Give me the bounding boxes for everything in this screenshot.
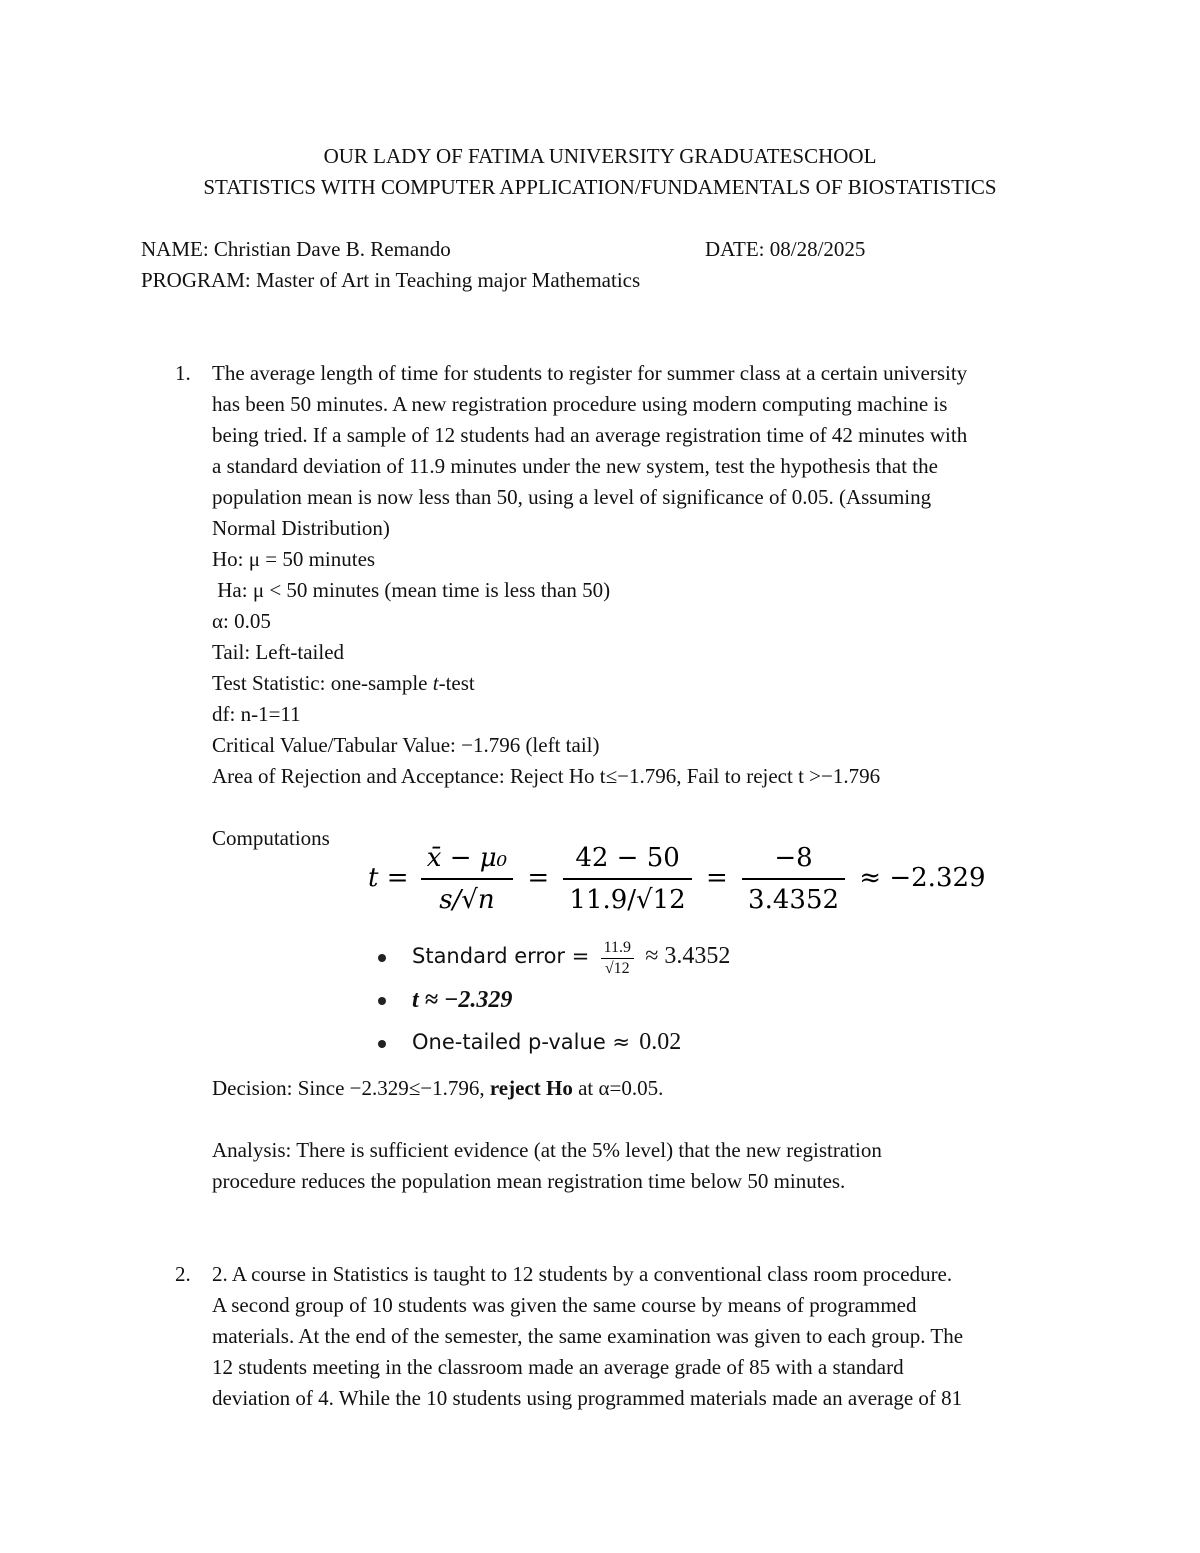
formula-eq2: = <box>705 863 728 893</box>
student-name: NAME: Christian Dave B. Remando <box>141 237 451 261</box>
q1-number: 1. <box>175 361 191 385</box>
formula-t: t = <box>368 863 409 893</box>
university-title: OUR LADY OF FATIMA UNIVERSITY GRADUATESCHOOL <box>323 144 877 168</box>
submission-date: DATE: 08/28/2025 <box>705 237 866 261</box>
decision-suffix: at α=0.05. <box>572 1076 664 1100</box>
bullet-t-value <box>378 983 512 1017</box>
q1-line: The average length of time for students to register for summer class at a certain university <box>212 361 968 385</box>
bullet-dot <box>378 997 386 1005</box>
critical-value: Critical Value/Tabular Value: −1.796 (left tail) <box>212 733 600 757</box>
formula-den2: 11.9/√12 <box>569 885 686 915</box>
se-value: ≈ 3.4352 <box>645 943 731 969</box>
rejection-area: Area of Rejection and Acceptance: Reject Ho t≤−1.796, Fail to reject t >−1.796 <box>212 764 881 788</box>
fraction-simplified <box>742 838 845 920</box>
q2-line: 2. A course in Statistics is taught to 12 students by a conventional class room procedure. <box>212 1262 953 1286</box>
p-value: 0.02 <box>639 1029 682 1055</box>
bullet-p-value <box>378 1025 681 1059</box>
q2-number: 2. <box>175 1262 191 1286</box>
test-statistic <box>212 668 475 699</box>
formula-num1: x̄ − μ₀ <box>421 838 513 880</box>
analysis-line: Analysis: There is sufficient evidence (at the 5% level) that the new registration <box>212 1138 882 1162</box>
q1-line: has been 50 minutes. A new registration procedure using modern computing machine is <box>212 392 948 416</box>
q1-line: Normal Distribution) <box>212 516 390 540</box>
q2-line: deviation of 4. While the 10 students using programmed materials made an average of 81 <box>212 1386 963 1410</box>
fraction-general <box>421 838 513 920</box>
fraction-substituted <box>563 838 691 920</box>
tail-type: Tail: Left-tailed <box>212 640 345 664</box>
q1-line: population mean is now less than 50, using a level of significance of 0.05. (Assuming <box>212 485 932 509</box>
formula-approx: ≈ −2.329 <box>859 863 986 893</box>
se-den: √12 <box>604 959 630 977</box>
t-value: t ≈ −2.329 <box>412 987 513 1013</box>
bullet-dot <box>378 1040 386 1048</box>
bullet-dot <box>378 954 386 962</box>
degrees-of-freedom: df: n-1=11 <box>212 702 301 726</box>
null-hypothesis: Ho: μ = 50 minutes <box>212 547 376 571</box>
formula-num3: −8 <box>742 838 845 880</box>
decision <box>212 1073 663 1104</box>
formula-num2: 42 − 50 <box>563 838 691 880</box>
se-label: Standard error = <box>412 944 590 968</box>
decision-prefix: Decision: Since −2.329≤−1.796, <box>212 1076 490 1100</box>
t-formula <box>368 836 986 920</box>
student-program: PROGRAM: Master of Art in Teaching major Mathematics <box>141 268 641 292</box>
test-stat-suffix: -test <box>438 671 475 695</box>
q2-line: A second group of 10 students was given the same course by means of programmed <box>212 1293 917 1317</box>
course-title: STATISTICS WITH COMPUTER APPLICATION/FUNDAMENTALS OF BIOSTATISTICS <box>203 175 997 199</box>
formula-den3: 3.4352 <box>748 885 840 915</box>
q1-line: being tried. If a sample of 12 students had an average registration time of 42 minutes with <box>212 423 968 447</box>
se-fraction <box>601 938 634 979</box>
alpha-level: α: 0.05 <box>212 609 271 633</box>
p-label: One-tailed p-value ≈ <box>412 1030 631 1054</box>
computations-label: Computations <box>212 826 330 850</box>
decision-bold: reject Ho <box>489 1076 573 1100</box>
q2-line: 12 students meeting in the classroom made an average grade of 85 with a standard <box>212 1355 904 1379</box>
q2-line: materials. At the end of the semester, the same examination was given to each group. The <box>212 1324 964 1348</box>
se-num: 11.9 <box>601 938 634 959</box>
analysis-line: procedure reduces the population mean registration time below 50 minutes. <box>212 1169 846 1193</box>
q1-line: a standard deviation of 11.9 minutes under the new system, test the hypothesis that the <box>212 454 938 478</box>
alt-hypothesis: Ha: μ < 50 minutes (mean time is less than 50) <box>212 578 611 602</box>
formula-eq1: = <box>527 863 550 893</box>
test-stat-italic: t <box>432 671 439 695</box>
formula-den1: s/√n <box>439 885 495 915</box>
test-stat-prefix: Test Statistic: one-sample <box>212 671 433 695</box>
bullet-standard-error <box>378 936 730 976</box>
